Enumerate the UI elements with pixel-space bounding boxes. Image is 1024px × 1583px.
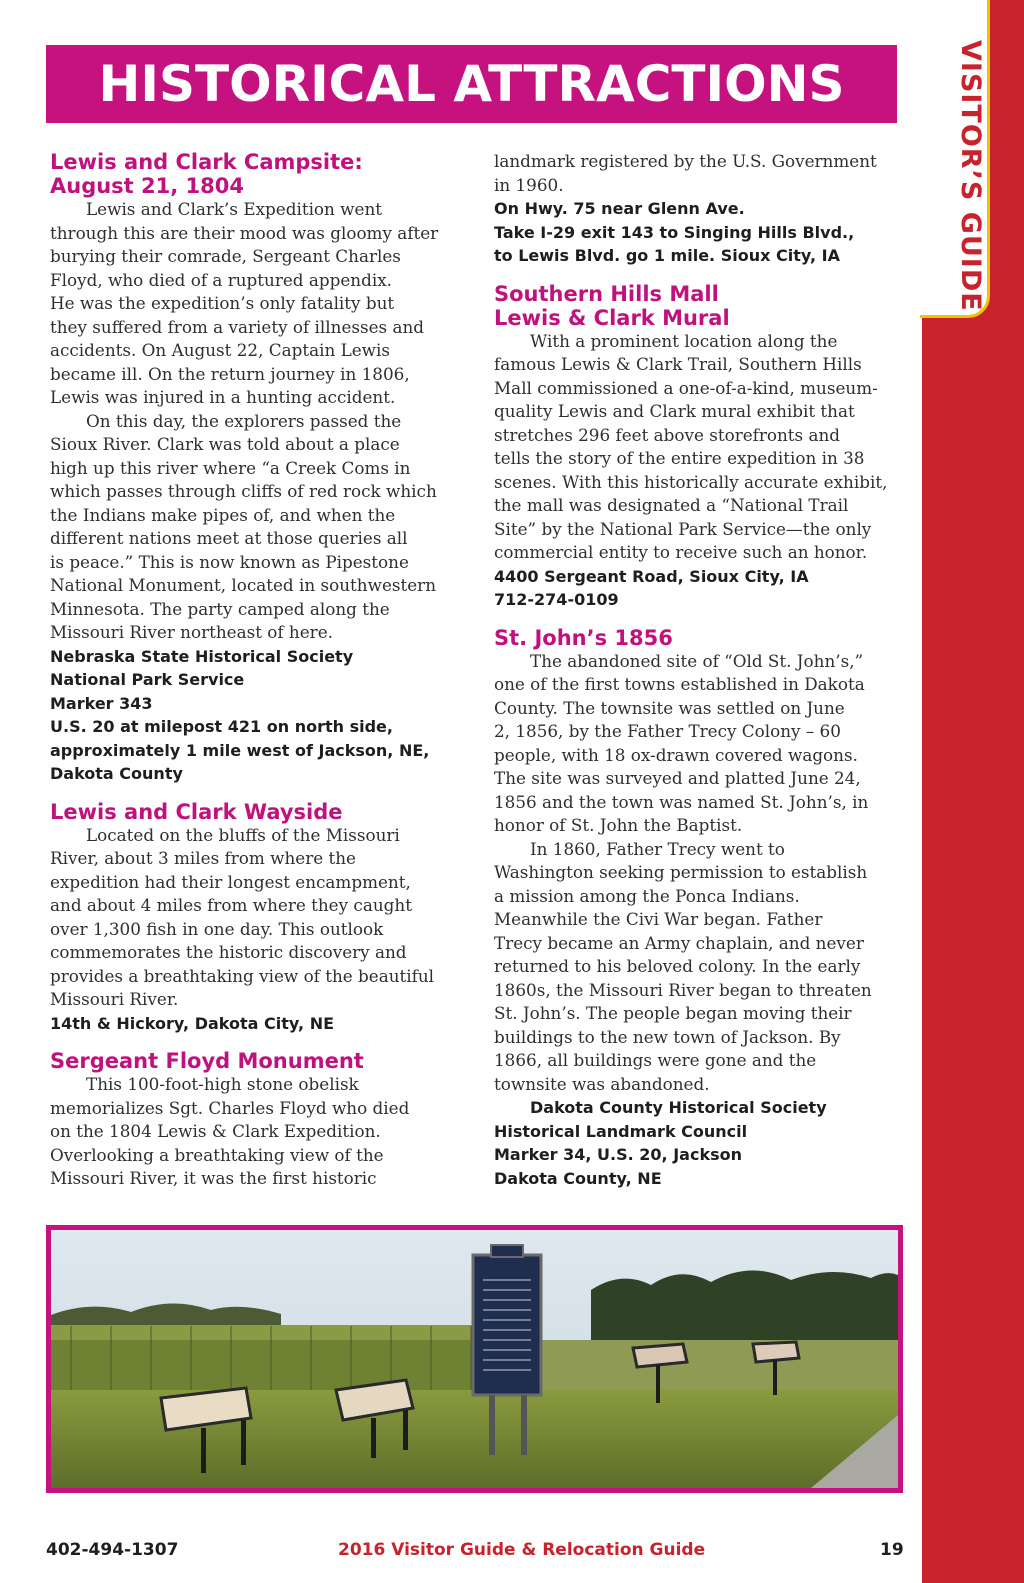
- stjohns-paragraph-1: [494, 650, 904, 838]
- mall-title: Southern Hills Mall: [494, 281, 719, 306]
- text-line: burying their comrade, Sergeant Charles: [50, 246, 401, 266]
- text-line: landmark registered by the U.S. Government: [494, 151, 877, 171]
- text-line: Trecy became an Army chaplain, and never: [494, 932, 864, 953]
- text-line: quality Lewis and Clark mural exhibit that: [494, 401, 855, 421]
- footer-guide-title: 2016 Visitor Guide & Relocation Guide: [338, 1540, 706, 1560]
- text-line: the mall was designated a “National Trail: [494, 495, 849, 515]
- left-column: [50, 150, 460, 1191]
- info-line: 712-274-0109: [494, 590, 619, 609]
- info-line: Take I-29 exit 143 to Singing Hills Blvd.,: [494, 222, 855, 242]
- text-line: on the 1804 Lewis & Clark Expedition.: [50, 1121, 381, 1141]
- text-line: Missouri River.: [50, 989, 179, 1009]
- text-line: famous Lewis & Clark Trail, Southern Hills: [494, 354, 862, 374]
- text-line: Floyd, who died of a ruptured appendix.: [50, 269, 393, 290]
- info-line: Marker 34, U.S. 20, Jackson: [494, 1145, 742, 1164]
- campsite-title: Lewis and Clark Campsite:: [50, 150, 363, 174]
- text-line: memorializes Sgt. Charles Floyd who died: [50, 1097, 410, 1118]
- text-line: townsite was abandoned.: [494, 1073, 710, 1094]
- text-line: On this day, the explorers passed the: [86, 410, 402, 431]
- text-line: a mission among the Ponca Indians.: [494, 885, 800, 906]
- text-line: With a prominent location along the: [530, 330, 838, 351]
- text-line: and about 4 miles from where they caught: [50, 895, 412, 915]
- info-line: 14th & Hickory, Dakota City, NE: [50, 1013, 335, 1033]
- text-line: the Indians make pipes of, and when the: [50, 504, 396, 525]
- page-title-banner: [46, 45, 897, 123]
- text-line: Missouri River, it was the first historic: [50, 1168, 377, 1188]
- text-line: Lewis and Clark’s Expedition went: [86, 199, 383, 219]
- text-line: tells the story of the entire expedition in 38: [494, 448, 865, 468]
- floyd-title: Sergeant Floyd Monument: [50, 1049, 364, 1073]
- text-line: Missouri River northeast of here.: [50, 622, 333, 642]
- text-line: Meanwhile the Civi War began. Father: [494, 909, 823, 929]
- page-title: HISTORICAL ATTRACTIONS: [98, 55, 845, 113]
- text-line: one of the first towns established in Dakota: [494, 674, 865, 694]
- text-line: The abandoned site of “Old St. John’s,”: [530, 650, 864, 671]
- info-line: Dakota County: [50, 764, 183, 783]
- floyd-paragraph: [50, 1073, 460, 1191]
- text-line: returned to his beloved colony. In the early: [494, 956, 861, 976]
- text-line: Site” by the National Park Service—the only: [494, 518, 872, 539]
- text-line: 2, 1856, by the Father Trecy Colony – 60: [494, 721, 841, 741]
- text-line: 1856 and the town was named St. John’s, in: [494, 791, 869, 812]
- text-line: 1866, all buildings were gone and the: [494, 1050, 817, 1070]
- info-line: Nebraska State Historical Society: [50, 646, 354, 666]
- info-line: Dakota County Historical Society: [530, 1098, 827, 1117]
- wayside-markers-photo: [51, 1230, 898, 1488]
- text-line: through this are their mood was gloomy after: [50, 222, 439, 243]
- stjohns-paragraph-2: [494, 838, 904, 1097]
- text-line: stretches 296 feet above storefronts and: [494, 424, 841, 445]
- text-line: commercial entity to receive such an honor.: [494, 542, 868, 562]
- text-line: Sioux River. Clark was told about a place: [50, 434, 400, 454]
- floyd-info: [494, 197, 904, 268]
- text-line: provides a breathtaking view of the beautiful: [50, 965, 435, 986]
- info-line: Dakota County, NE: [494, 1168, 662, 1188]
- text-line: Overlooking a breathtaking view of the: [50, 1144, 384, 1165]
- text-line: This 100-foot-high stone obelisk: [86, 1074, 359, 1094]
- text-line: they suffered from a variety of illnesses and: [50, 316, 425, 337]
- campsite-paragraph-1: [50, 198, 460, 410]
- stjohns-info: [494, 1096, 904, 1190]
- text-line: Minnesota. The party camped along the: [50, 598, 390, 619]
- text-line: over 1,300 fish in one day. This outlook: [50, 918, 384, 939]
- info-line: On Hwy. 75 near Glenn Ave.: [494, 199, 745, 218]
- text-line: The site was surveyed and platted June 24,: [494, 768, 861, 788]
- text-line: is peace.” This is now known as Pipestone: [50, 551, 409, 572]
- text-line: Washington seeking permission to establish: [494, 862, 868, 882]
- text-line: County. The townsite was settled on June: [494, 697, 845, 718]
- text-line: expedition had their longest encampment,: [50, 871, 411, 892]
- text-line: became ill. On the return journey in 1806,: [50, 363, 410, 384]
- wayside-title: Lewis and Clark Wayside: [50, 799, 343, 824]
- text-line: buildings to the new town of Jackson. By: [494, 1026, 841, 1047]
- text-line: River, about 3 miles from where the: [50, 848, 356, 868]
- info-line: Historical Landmark Council: [494, 1121, 748, 1141]
- text-line: people, with 18 ox-drawn covered wagons.: [494, 744, 858, 765]
- floyd-paragraph-continued: [494, 150, 904, 197]
- info-line: approximately 1 mile west of Jackson, NE,: [50, 740, 430, 760]
- photo-frame: [46, 1225, 903, 1493]
- text-line: In 1860, Father Trecy went to: [530, 838, 785, 859]
- text-line: He was the expedition’s only fatality but: [50, 293, 395, 313]
- campsite-paragraph-2: [50, 410, 460, 645]
- right-column: [494, 150, 904, 1190]
- info-line: 4400 Sergeant Road, Sioux City, IA: [494, 566, 809, 586]
- info-line: Marker 343: [50, 693, 153, 713]
- text-line: accidents. On August 22, Captain Lewis: [50, 340, 391, 360]
- text-line: Located on the bluffs of the Missouri: [86, 824, 400, 845]
- text-line: commemorates the historic discovery and: [50, 942, 407, 962]
- text-line: honor of St. John the Baptist.: [494, 815, 743, 835]
- text-line: scenes. With this historically accurate exhibit,: [494, 471, 888, 492]
- text-line: in 1960.: [494, 174, 564, 195]
- text-line: Lewis was injured in a hunting accident.: [50, 387, 396, 407]
- campsite-info: [50, 645, 460, 786]
- text-line: high up this river where “a Creek Coms in: [50, 457, 411, 478]
- text-line: 1860s, the Missouri River began to threaten: [494, 979, 872, 1000]
- mall-info: [494, 565, 904, 612]
- campsite-title-date: August 21, 1804: [50, 174, 244, 198]
- text-line: different nations meet at those queries all: [50, 528, 408, 548]
- visitors-guide-tab-label: VISITOR’S GUIDE: [955, 40, 986, 312]
- info-line: National Park Service: [50, 670, 245, 689]
- mall-paragraph: [494, 330, 904, 565]
- info-line: to Lewis Blvd. go 1 mile. Sioux City, IA: [494, 246, 841, 265]
- wayside-info: [50, 1012, 460, 1036]
- page-number: 19: [880, 1540, 904, 1560]
- footer-phone: 402-494-1307: [46, 1540, 179, 1560]
- mall-title-subtitle: Lewis & Clark Mural: [494, 305, 730, 330]
- text-line: St. John’s. The people began moving their: [494, 1003, 852, 1023]
- text-line: Mall commissioned a one-of-a-kind, museum-: [494, 377, 878, 398]
- text-line: which passes through cliffs of red rock which: [50, 481, 437, 501]
- wayside-paragraph: [50, 824, 460, 1012]
- info-line: U.S. 20 at milepost 421 on north side,: [50, 717, 393, 736]
- stjohns-title: St. John’s 1856: [494, 625, 673, 650]
- text-line: National Monument, located in southwestern: [50, 575, 437, 595]
